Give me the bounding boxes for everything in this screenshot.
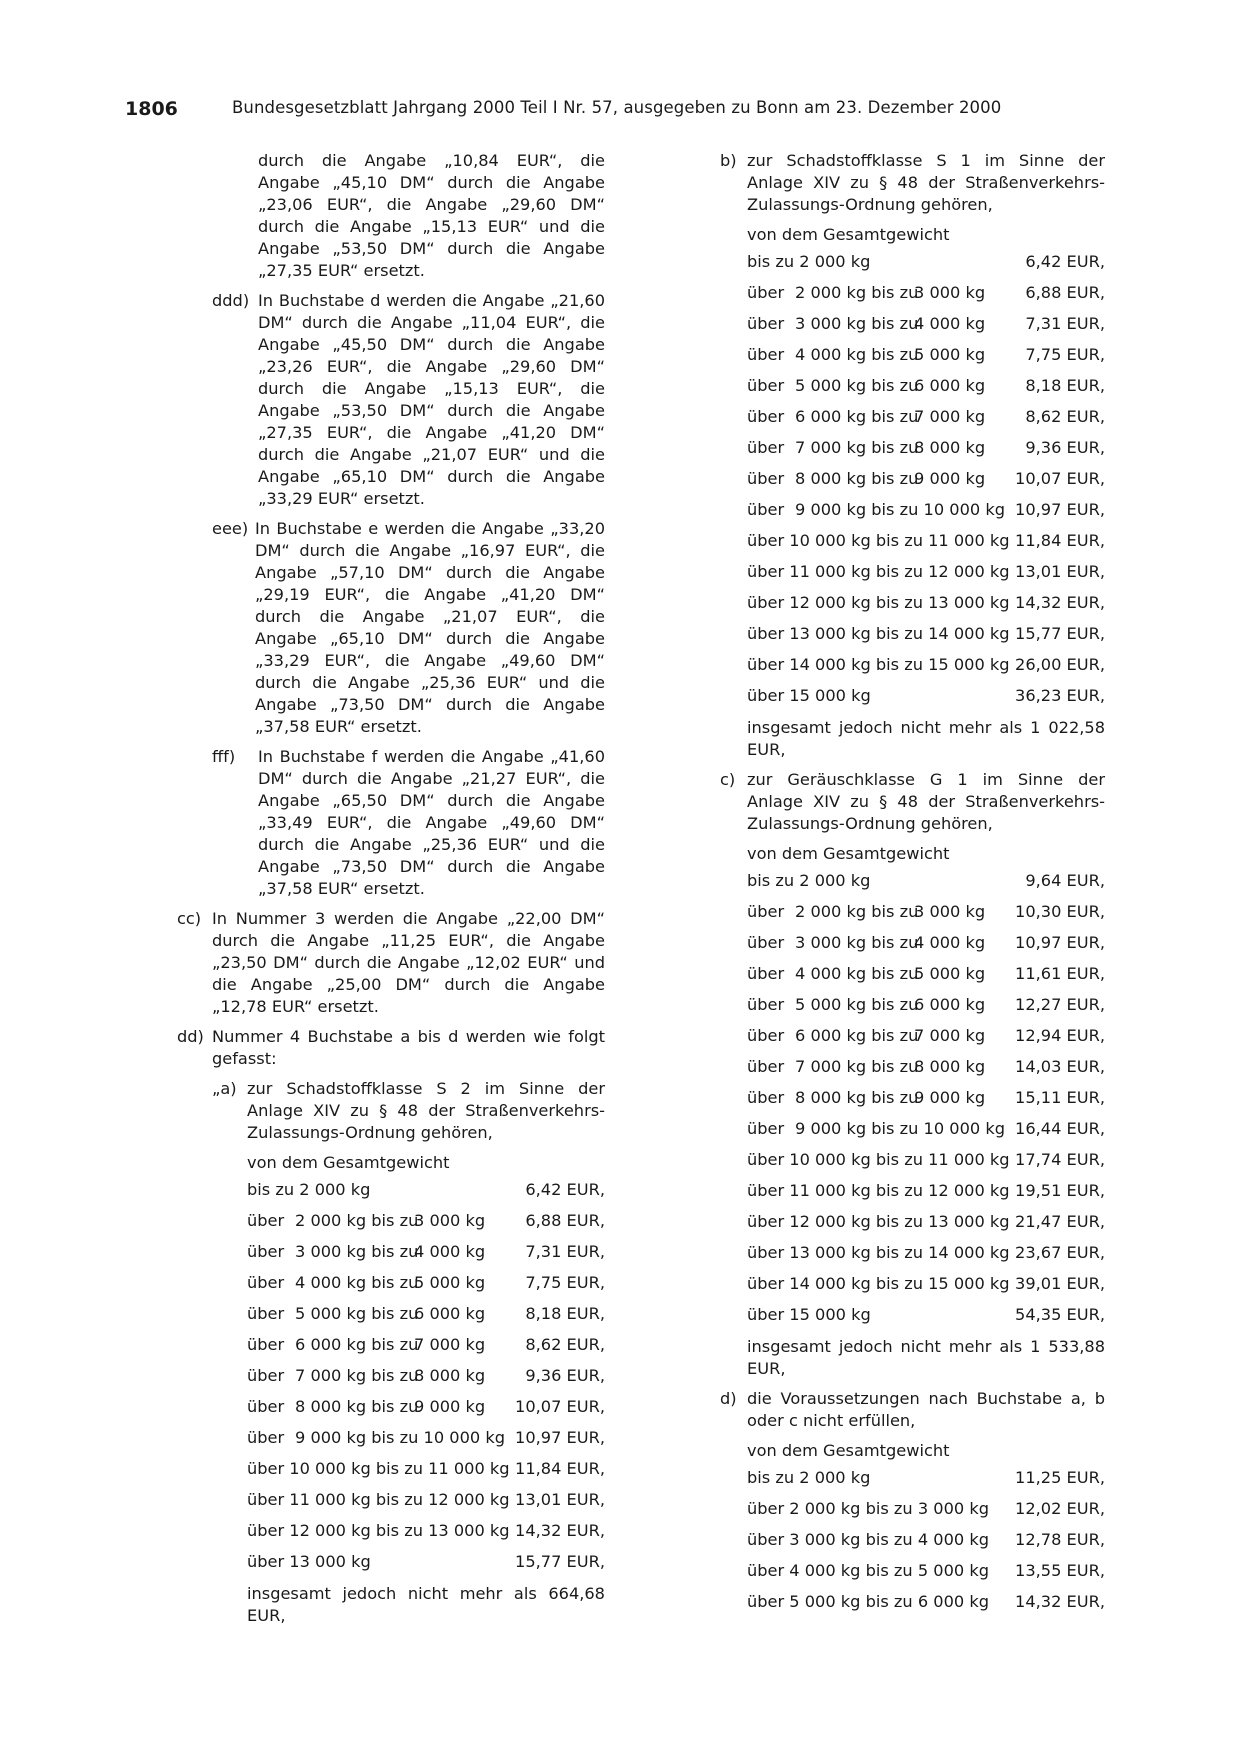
weight-range: über	[247, 1242, 285, 1261]
weight-range: bis zu 2 000 kg	[747, 1468, 871, 1487]
fee-row	[747, 494, 1105, 525]
item-c	[720, 769, 1105, 835]
fee-row	[747, 1144, 1105, 1175]
weight-range: über 10 000 kg bis zu 11 000 kg	[747, 1150, 1010, 1169]
fee-amount: 6,88 EUR,	[525, 1211, 605, 1230]
fee-row	[247, 1360, 605, 1391]
fee-amount: 9,36 EUR,	[1025, 438, 1105, 457]
weight-range: 2 000 kg bis zu	[795, 902, 919, 921]
fee-row	[747, 1586, 1105, 1617]
fee-amount: 7,75 EUR,	[525, 1273, 605, 1292]
total-cap: insgesamt jedoch nicht mehr als 1 022,58 EUR,	[747, 718, 1105, 759]
item-d	[720, 1388, 1105, 1432]
fee-amount: 11,84 EUR,	[515, 1459, 605, 1478]
weight-range: über	[747, 469, 785, 488]
weight-range: 8 000 kg bis zu	[795, 469, 919, 488]
fee-row	[747, 1020, 1105, 1051]
item-text: In Buchstabe d werden die Angabe „21,60 DM“ durch die Angabe „11,04 EUR“, die Angabe „45,50 DM“ durch die Angabe „23,26 EUR“, die Angabe „29,60 DM“ durch die Angabe „15,13 EUR“, die Angabe „53,50 DM“ durch die Angabe „27,35 EUR“, die Angabe „41,20 DM“ durch die Angabe „21,07 EUR“ und die Angabe „65,10 DM“ durch die Angabe „33,29 EUR“ ersetzt.	[258, 291, 605, 508]
fee-row	[247, 1515, 605, 1546]
fee-row	[747, 1082, 1105, 1113]
weight-range: über 12 000 kg bis zu 13 000 kg	[247, 1521, 510, 1540]
fee-amount: 12,02 EUR,	[1015, 1499, 1105, 1518]
weight-range: über 5 000 kg bis zu 6 000 kg	[747, 1592, 989, 1611]
fee-row	[747, 432, 1105, 463]
item-label: eee)	[212, 519, 249, 538]
item-label: „a)	[212, 1079, 237, 1098]
total-cap: insgesamt jedoch nicht mehr als 1 533,88 EUR,	[747, 1337, 1105, 1378]
fee-row	[247, 1546, 605, 1577]
weight-range: 9 000 kg	[914, 1088, 986, 1107]
item-text: Nummer 4 Buchstabe a bis d werden wie folgt gefasst:	[212, 1027, 605, 1068]
fee-row	[747, 896, 1105, 927]
fee-amount: 15,77 EUR,	[515, 1552, 605, 1571]
weight-range: 2 000 kg bis zu	[295, 1211, 419, 1230]
fee-amount: 14,32 EUR,	[515, 1521, 605, 1540]
fee-row	[747, 587, 1105, 618]
weight-range: 4 000 kg bis zu	[295, 1273, 419, 1292]
fee-row	[747, 525, 1105, 556]
weight-range: 3 000 kg	[914, 902, 986, 921]
item-dd	[125, 1026, 605, 1070]
weight-range: über	[747, 407, 785, 426]
weight-range: 6 000 kg	[414, 1304, 486, 1323]
fee-amount: 14,32 EUR,	[1015, 593, 1105, 612]
weight-range: 2 000 kg bis zu	[795, 283, 919, 302]
item-cc	[125, 908, 605, 1018]
fee-row	[247, 1205, 605, 1236]
item-text: zur Schadstoffklasse S 2 im Sinne der Anlage XIV zu § 48 der Straßenverkehrs-Zulassungs-Ordnung gehören,	[247, 1079, 605, 1142]
fee-amount: 15,11 EUR,	[1015, 1088, 1105, 1107]
weight-range: über	[747, 1119, 785, 1138]
weight-range: 9 000 kg	[914, 469, 986, 488]
weight-range: 7 000 kg bis zu	[295, 1366, 419, 1385]
weight-range: 5 000 kg	[914, 964, 986, 983]
fee-amount: 13,55 EUR,	[1015, 1561, 1105, 1580]
weight-range: über	[247, 1211, 285, 1230]
weight-range: 7 000 kg	[914, 1026, 986, 1045]
fee-row	[747, 958, 1105, 989]
item-label: c)	[720, 770, 736, 789]
fee-row	[247, 1484, 605, 1515]
fee-row	[747, 1237, 1105, 1268]
weight-range: 4 000 kg	[914, 933, 986, 952]
fee-amount: 10,07 EUR,	[1015, 469, 1105, 488]
fee-table-d	[747, 1462, 1105, 1617]
weight-range: 6 000 kg bis zu	[795, 1026, 919, 1045]
fee-amount: 9,36 EUR,	[525, 1366, 605, 1385]
page-number: 1806	[125, 98, 178, 120]
weight-range: 8 000 kg bis zu	[295, 1397, 419, 1416]
item-text: In Buchstabe e werden die Angabe „33,20 DM“ durch die Angabe „16,97 EUR“, die Angabe „57,10 DM“ durch die Angabe „29,19 EUR“, die Angabe „41,20 DM“ durch die Angabe „21,07 EUR“, die Angabe „65,10 DM“ durch die Angabe „33,29 EUR“, die Angabe „49,60 DM“ durch die Angabe „25,36 EUR“ und die Angabe „73,50 DM“ durch die Angabe „37,58 EUR“ ersetzt.	[255, 519, 605, 736]
weight-range: 3 000 kg bis zu	[795, 314, 919, 333]
weight-range: über	[747, 283, 785, 302]
fee-row	[247, 1298, 605, 1329]
weight-range: 7 000 kg	[414, 1335, 486, 1354]
weight-range: über	[747, 345, 785, 364]
item-eee	[125, 518, 605, 738]
item-text: In Buchstabe f werden die Angabe „41,60 DM“ durch die Angabe „21,27 EUR“, die Angabe „65,50 DM“ durch die Angabe „33,49 EUR“, die Angabe „49,60 DM“ durch die Angabe „25,36 EUR“ und die Angabe „73,50 DM“ durch die Angabe „37,58 EUR“ ersetzt.	[258, 747, 605, 898]
weight-range: bis zu 2 000 kg	[247, 1180, 371, 1199]
fee-amount: 19,51 EUR,	[1015, 1181, 1105, 1200]
weight-range: 3 000 kg	[414, 1211, 486, 1230]
weight-range: über 10 000 kg bis zu 11 000 kg	[747, 531, 1010, 550]
weight-range: 5 000 kg	[914, 345, 986, 364]
item-label: fff)	[212, 747, 236, 766]
item-label: cc)	[177, 909, 202, 928]
weight-range: 7 000 kg bis zu	[795, 438, 919, 457]
left-column	[125, 150, 605, 1627]
weight-range: 9 000 kg bis zu 10 000 kg	[795, 500, 1005, 519]
fee-amount: 6,88 EUR,	[1025, 283, 1105, 302]
weight-range: 8 000 kg	[914, 438, 986, 457]
fee-row	[747, 1175, 1105, 1206]
item-label: dd)	[177, 1027, 204, 1046]
fee-amount: 8,62 EUR,	[525, 1335, 605, 1354]
weight-range: 9 000 kg	[414, 1397, 486, 1416]
weight-range: 8 000 kg bis zu	[795, 1088, 919, 1107]
fee-amount: 11,25 EUR,	[1015, 1468, 1105, 1487]
weight-range: über 14 000 kg bis zu 15 000 kg	[747, 655, 1010, 674]
fee-row	[747, 277, 1105, 308]
fee-row	[747, 927, 1105, 958]
fee-row	[747, 308, 1105, 339]
weight-range: über	[247, 1366, 285, 1385]
weight-range: 4 000 kg bis zu	[795, 345, 919, 364]
total-cap: insgesamt jedoch nicht mehr als 664,68 EUR,	[247, 1584, 605, 1625]
fee-amount: 8,62 EUR,	[1025, 407, 1105, 426]
fee-row	[247, 1391, 605, 1422]
fee-amount: 12,94 EUR,	[1015, 1026, 1105, 1045]
fee-amount: 7,75 EUR,	[1025, 345, 1105, 364]
fee-row	[747, 1462, 1105, 1493]
weight-range: über 12 000 kg bis zu 13 000 kg	[747, 593, 1010, 612]
weight-range: 6 000 kg bis zu	[795, 407, 919, 426]
weight-range: 8 000 kg	[914, 1057, 986, 1076]
item-text: die Voraussetzungen nach Buchstabe a, b oder c nicht erfüllen,	[747, 1389, 1105, 1430]
fee-row	[747, 370, 1105, 401]
fee-row	[747, 1555, 1105, 1586]
weight-range: 3 000 kg	[914, 283, 986, 302]
fee-amount: 9,64 EUR,	[1025, 871, 1105, 890]
fee-amount: 8,18 EUR,	[525, 1304, 605, 1323]
weight-range: 3 000 kg bis zu	[295, 1242, 419, 1261]
fee-table-a	[247, 1174, 605, 1577]
weight-range: 3 000 kg bis zu	[795, 933, 919, 952]
fee-row	[747, 680, 1105, 711]
fee-table-b	[747, 246, 1105, 711]
item-fff	[125, 746, 605, 900]
weight-range: über	[747, 1088, 785, 1107]
weight-range: über 2 000 kg bis zu 3 000 kg	[747, 1499, 989, 1518]
fee-amount: 13,01 EUR,	[515, 1490, 605, 1509]
item-a	[125, 1078, 605, 1144]
fee-amount: 26,00 EUR,	[1015, 655, 1105, 674]
fee-amount: 6,42 EUR,	[1025, 252, 1105, 271]
fee-row	[747, 556, 1105, 587]
fee-amount: 10,97 EUR,	[1015, 933, 1105, 952]
item-label: b)	[720, 151, 737, 170]
weight-range: über	[747, 314, 785, 333]
fee-amount: 21,47 EUR,	[1015, 1212, 1105, 1231]
weight-range: 5 000 kg bis zu	[795, 376, 919, 395]
item-b	[720, 150, 1105, 216]
weight-range: 7 000 kg	[914, 407, 986, 426]
weight-range: 8 000 kg	[414, 1366, 486, 1385]
weight-range: 9 000 kg bis zu 10 000 kg	[295, 1428, 505, 1447]
item-ddd	[125, 290, 605, 510]
fee-amount: 11,61 EUR,	[1015, 964, 1105, 983]
fee-table-c	[747, 865, 1105, 1330]
weight-range: über	[747, 933, 785, 952]
weight-range: 5 000 kg	[414, 1273, 486, 1292]
weight-range: über	[747, 1057, 785, 1076]
weight-range: über 11 000 kg bis zu 12 000 kg	[747, 1181, 1010, 1200]
fee-row	[747, 1206, 1105, 1237]
fee-row	[747, 865, 1105, 896]
weight-range: über 13 000 kg	[247, 1552, 371, 1571]
fee-amount: 16,44 EUR,	[1015, 1119, 1105, 1138]
fee-row	[747, 1051, 1105, 1082]
weight-range: über 4 000 kg bis zu 5 000 kg	[747, 1561, 989, 1580]
item-label: d)	[720, 1389, 737, 1408]
weight-range: über	[247, 1428, 285, 1447]
weight-range: über	[747, 1026, 785, 1045]
weight-range: 6 000 kg bis zu	[295, 1335, 419, 1354]
fee-amount: 12,27 EUR,	[1015, 995, 1105, 1014]
fee-amount: 39,01 EUR,	[1015, 1274, 1105, 1293]
fee-amount: 15,77 EUR,	[1015, 624, 1105, 643]
fee-amount: 10,97 EUR,	[1015, 500, 1105, 519]
fee-row	[747, 1268, 1105, 1299]
weight-range: 5 000 kg bis zu	[295, 1304, 419, 1323]
fee-row	[747, 649, 1105, 680]
weight-intro: von dem Gesamtgewicht	[747, 844, 950, 863]
weight-range: 4 000 kg	[414, 1242, 486, 1261]
item-text: In Nummer 3 werden die Angabe „22,00 DM“ durch die Angabe „11,25 EUR“, die Angabe „23,50 DM“ durch die Angabe „12,02 EUR“ und die Angabe „25,00 DM“ durch die Angabe „12,78 EUR“ ersetzt.	[212, 909, 605, 1016]
weight-range: über 15 000 kg	[747, 1305, 871, 1324]
weight-range: über 13 000 kg bis zu 14 000 kg	[747, 1243, 1010, 1262]
weight-range: über 12 000 kg bis zu 13 000 kg	[747, 1212, 1010, 1231]
fee-row	[747, 618, 1105, 649]
fee-amount: 36,23 EUR,	[1015, 686, 1105, 705]
fee-row	[747, 989, 1105, 1020]
weight-range: über 15 000 kg	[747, 686, 871, 705]
weight-range: 9 000 kg bis zu 10 000 kg	[795, 1119, 1005, 1138]
fee-row	[747, 246, 1105, 277]
fee-amount: 12,78 EUR,	[1015, 1530, 1105, 1549]
fee-amount: 54,35 EUR,	[1015, 1305, 1105, 1324]
weight-range: über	[247, 1335, 285, 1354]
weight-intro: von dem Gesamtgewicht	[747, 225, 950, 244]
fee-amount: 10,30 EUR,	[1015, 902, 1105, 921]
fee-amount: 14,03 EUR,	[1015, 1057, 1105, 1076]
weight-range: über	[747, 964, 785, 983]
weight-intro: von dem Gesamtgewicht	[747, 1441, 950, 1460]
item-text: zur Schadstoffklasse S 1 im Sinne der Anlage XIV zu § 48 der Straßenverkehrs-Zulassungs-Ordnung gehören,	[747, 151, 1105, 214]
page-header	[125, 98, 1005, 124]
fee-row	[747, 401, 1105, 432]
fee-amount: 8,18 EUR,	[1025, 376, 1105, 395]
fee-row	[747, 463, 1105, 494]
weight-range: über	[747, 902, 785, 921]
weight-range: über	[247, 1273, 285, 1292]
fee-amount: 10,97 EUR,	[515, 1428, 605, 1447]
fee-amount: 14,32 EUR,	[1015, 1592, 1105, 1611]
weight-range: über	[747, 438, 785, 457]
fee-amount: 17,74 EUR,	[1015, 1150, 1105, 1169]
fee-amount: 10,07 EUR,	[515, 1397, 605, 1416]
item-label: ddd)	[212, 291, 250, 310]
weight-range: über	[747, 500, 785, 519]
fee-amount: 11,84 EUR,	[1015, 531, 1105, 550]
fee-row	[247, 1329, 605, 1360]
fee-row	[747, 1524, 1105, 1555]
weight-range: über 10 000 kg bis zu 11 000 kg	[247, 1459, 510, 1478]
weight-range: bis zu 2 000 kg	[747, 252, 871, 271]
right-column	[720, 150, 1105, 1617]
fee-row	[247, 1174, 605, 1205]
fee-row	[747, 1493, 1105, 1524]
fee-row	[247, 1422, 605, 1453]
page-header-title: Bundesgesetzblatt Jahrgang 2000 Teil I Nr. 57, ausgegeben zu Bonn am 23. Dezember 2000	[232, 98, 1002, 117]
weight-intro: von dem Gesamtgewicht	[247, 1153, 450, 1172]
fee-row	[747, 1113, 1105, 1144]
weight-range: über	[747, 995, 785, 1014]
fee-amount: 13,01 EUR,	[1015, 562, 1105, 581]
fee-amount: 23,67 EUR,	[1015, 1243, 1105, 1262]
fee-row	[747, 1299, 1105, 1330]
fee-amount: 7,31 EUR,	[525, 1242, 605, 1261]
weight-range: 5 000 kg bis zu	[795, 995, 919, 1014]
weight-range: über 13 000 kg bis zu 14 000 kg	[747, 624, 1010, 643]
weight-range: über 14 000 kg bis zu 15 000 kg	[747, 1274, 1010, 1293]
weight-range: über 11 000 kg bis zu 12 000 kg	[747, 562, 1010, 581]
continued-paragraph: durch die Angabe „10,84 EUR“, die Angabe „45,10 DM“ durch die Angabe „23,06 EUR“, die Angabe „29,60 DM“ durch die Angabe „15,13 EUR“ und die Angabe „53,50 DM“ durch die Angabe „27,35 EUR“ ersetzt.	[258, 151, 605, 280]
weight-range: über	[247, 1397, 285, 1416]
weight-range: über	[247, 1304, 285, 1323]
weight-range: 7 000 kg bis zu	[795, 1057, 919, 1076]
weight-range: bis zu 2 000 kg	[747, 871, 871, 890]
weight-range: über 11 000 kg bis zu 12 000 kg	[247, 1490, 510, 1509]
fee-amount: 7,31 EUR,	[1025, 314, 1105, 333]
fee-row	[247, 1453, 605, 1484]
fee-row	[247, 1236, 605, 1267]
fee-row	[747, 339, 1105, 370]
item-text: zur Geräuschklasse G 1 im Sinne der Anlage XIV zu § 48 der Straßenverkehrs-Zulassungs-Ordnung gehören,	[747, 770, 1105, 833]
weight-range: 6 000 kg	[914, 995, 986, 1014]
fee-amount: 6,42 EUR,	[525, 1180, 605, 1199]
fee-row	[247, 1267, 605, 1298]
weight-range: über 3 000 kg bis zu 4 000 kg	[747, 1530, 989, 1549]
weight-range: 4 000 kg	[914, 314, 986, 333]
weight-range: 4 000 kg bis zu	[795, 964, 919, 983]
weight-range: 6 000 kg	[914, 376, 986, 395]
weight-range: über	[747, 376, 785, 395]
